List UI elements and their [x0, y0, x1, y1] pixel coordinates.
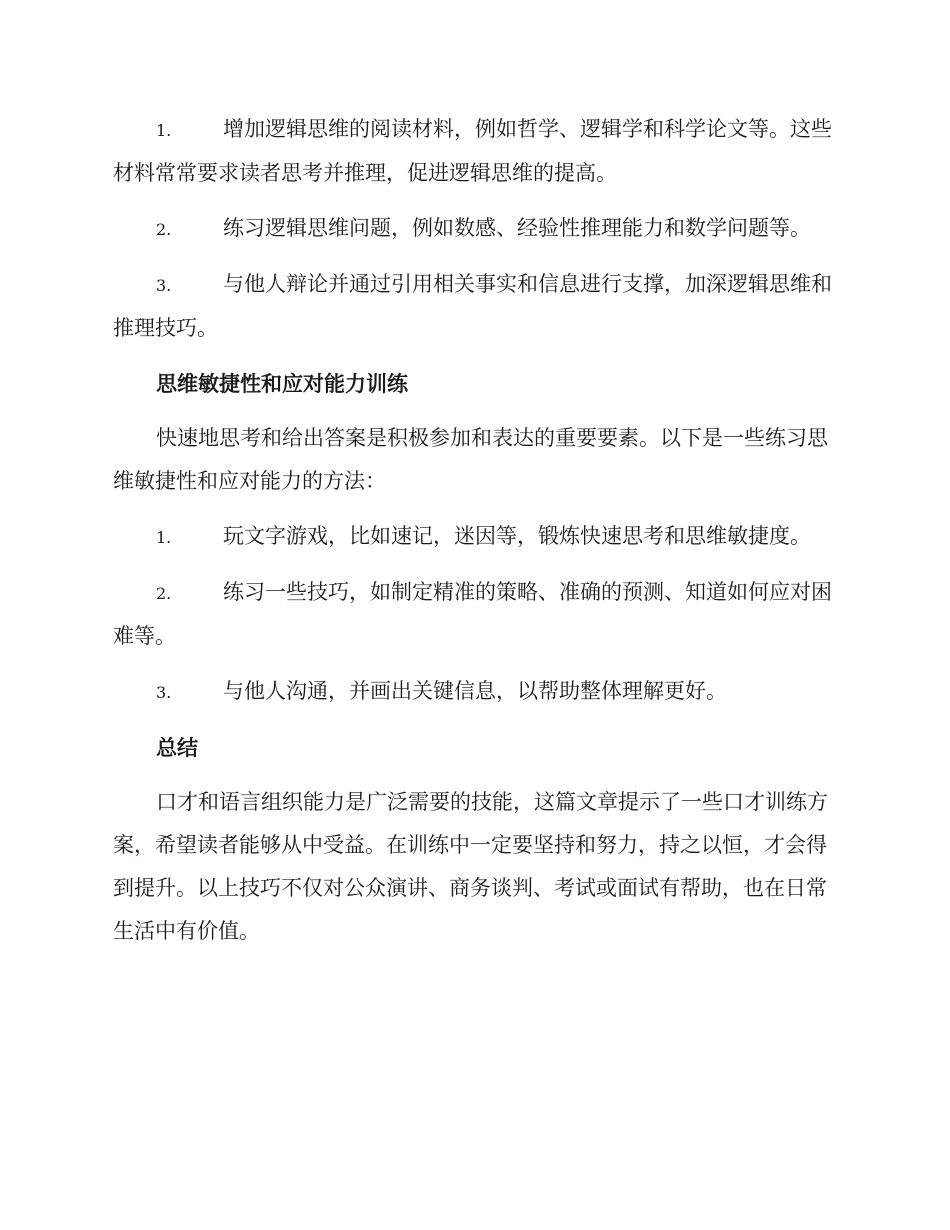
- summary-paragraph: 口才和语言组织能力是广泛需要的技能，这篇文章提示了一些口才训练方案，希望读者能够从中受益。在训练中一定要坚持和努力，持之以恒，才会得到提升。以上技巧不仅对公众演讲、商务谈判、考试或面试有帮助，也在日常生活中有价值。: [113, 790, 828, 943]
- list-item-text: 与他人辩论并通过引用相关事实和信息进行支撑，加深逻辑思维和推理技巧。: [113, 272, 832, 340]
- summary-heading: 总结: [156, 735, 198, 760]
- section-heading: 思维敏捷性和应对能力训练: [156, 371, 408, 396]
- list-item-text: 练习逻辑思维问题，例如数感、经验性推理能力和数学问题等。: [223, 216, 811, 240]
- section-intro: 快速地思考和给出答案是积极参加和表达的重要要素。以下是一些练习思维敏捷性和应对能力的方法：: [113, 426, 828, 493]
- list-number: 2.: [156, 220, 172, 239]
- document-page: [113, 108, 833, 965]
- list-item-text: 玩文字游戏，比如速记，迷因等，锻炼快速思考和思维敏捷度。: [223, 524, 811, 548]
- list-item-text: 增加逻辑思维的阅读材料，例如哲学、逻辑学和科学论文等。这些材料常常要求读者思考并推理，促进逻辑思维的提高。: [113, 117, 832, 185]
- list-number: 3.: [156, 276, 172, 295]
- list-number: 2.: [156, 584, 172, 603]
- list-item-text: 练习一些技巧，如制定精准的策略、准确的预测、知道如何应对困难等。: [113, 580, 832, 648]
- list-number: 1.: [156, 528, 172, 547]
- list-item: [113, 571, 833, 658]
- list-item: [113, 515, 833, 559]
- list-number: 3.: [156, 683, 172, 702]
- list-item: [113, 207, 833, 251]
- list-number: 1.: [156, 121, 172, 140]
- list-item: [113, 108, 833, 195]
- list-item-text: 与他人沟通，并画出关键信息，以帮助整体理解更好。: [223, 679, 727, 703]
- list-item: [113, 263, 833, 350]
- list-item: [113, 670, 833, 714]
